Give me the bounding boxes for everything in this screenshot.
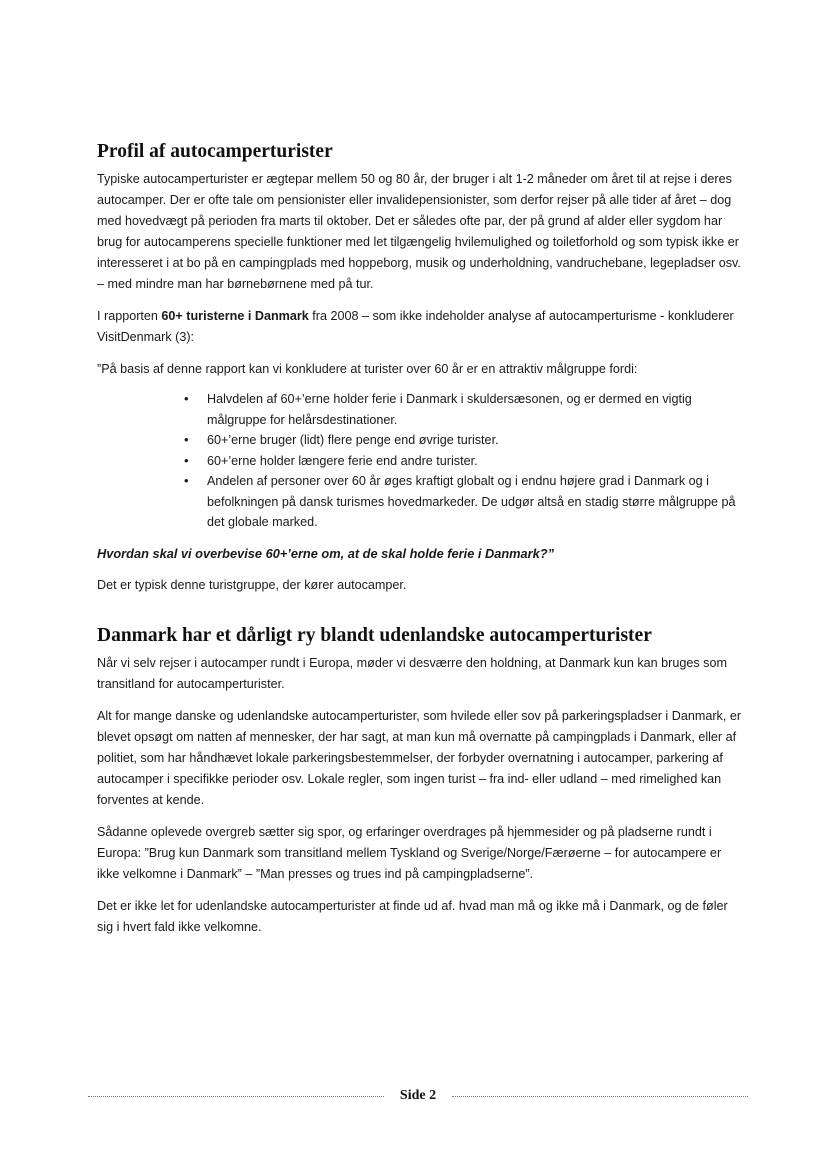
page-footer: [88, 1086, 748, 1106]
section-heading-profile: Profil af autocamperturister: [97, 141, 333, 162]
report-pre: I rapporten: [97, 309, 162, 323]
body-paragraph: Alt for mange danske og udenlandske autocamperturister, som hvilede eller sov på parkeringspladser i Danmark, er blevet opsøgt om natten af mennesker, der har sagt, at man kun må overnatte på campingplads i Danmark, eller af politiet, som har håndhævet lokale parkeringsbestemmelser, der forbyder overnatning i autocamper, parkering af autocamper i specifikke perioder osv. Lokale regler, som ingen turist – fra ind- eller udland – med rimelighed kan forventes at kende.: [97, 708, 742, 807]
footer-rule-right: [452, 1096, 748, 1097]
list-item: • 60+’erne bruger (lidt) flere penge end øvrige turister.: [207, 430, 742, 451]
report-post: fra 2008 – som ikke indeholder analyse af autocamperturisme - konkluderer VisitDenmark (3):: [97, 309, 734, 344]
section-heading-reputation: Danmark har et dårligt ry blandt udenlandske autocamperturister: [97, 624, 652, 646]
section-reputation: [97, 624, 742, 938]
intro-paragraph: Typiske autocamperturister er ægtepar mellem 50 og 80 år, der bruger i alt 1-2 måneder om året til at rejse i deres autocamper. Der er ofte tale om pensionister eller invalidepensionister, som derfor rejser på alle tider af året – dog med hovedvægt på perioden fra marts til oktober. Det er således ofte par, der på grund af alder eller sygdom har brug for autocamperens specielle funktioner med let tilgængelig hvilemulighed og toiletforhold og som typisk ikke er interesseret i at bo på en campingplads med hoppeborg, musik og underholdning, vandruchebane, legepladser osv. – med mindre man har børnebørnene med på tur.: [97, 172, 741, 291]
body-paragraph: Sådanne oplevede overgreb sætter sig spor, og erfaringer overdrages på hjemmesider og på pladserne rundt i Europa: ”Brug kun Danmark som transitland mellem Tyskland og Sverige/Norge/Færøerne – for autocampere er ikke velkomne i Danmark” – ”Man presses og trues ind på campingpladserne”.: [97, 824, 722, 881]
report-paragraph: [97, 306, 742, 348]
list-item: • Halvdelen af 60+’erne holder ferie i Danmark i skuldersæsonen, og er dermed en vigtig målgruppe for helårsdestinationer.: [207, 389, 742, 430]
closing-paragraph: Det er typisk denne turistgruppe, der kører autocamper.: [97, 577, 407, 592]
body-paragraph: Det er ikke let for udenlandske autocamperturister at finde ud af. hvad man må og ikke må i Danmark, og de føler sig i hvert fald ikke velkomne.: [97, 898, 728, 934]
body-paragraph: Når vi selv rejser i autocamper rundt i Europa, møder vi desværre den holdning, at Danmark kun kan bruges som transitland for autocamperturister.: [97, 655, 727, 691]
list-item: • Andelen af personer over 60 år øges kraftigt globalt og i endnu højere grad i Danmark og i befolkningen på dansk turismes hovedmarkeder. De udgør altså en stadig større målgruppe på det globale marked.: [207, 471, 742, 533]
page-number: Side 2: [399, 1088, 437, 1103]
question-text: Hvordan skal vi overbevise 60+’erne om, at de skal holde ferie i Danmark?”: [97, 545, 554, 561]
list-item: • 60+’erne holder længere ferie end andre turister.: [207, 451, 742, 472]
report-title: 60+ turisterne i Danmark: [161, 309, 309, 323]
quote-intro: ”På basis af denne rapport kan vi konkludere at turister over 60 år er en attraktiv målgruppe fordi:: [97, 362, 638, 376]
footer-rule-left: [88, 1096, 384, 1097]
document-page: [97, 140, 742, 949]
reasons-list: [97, 389, 742, 533]
